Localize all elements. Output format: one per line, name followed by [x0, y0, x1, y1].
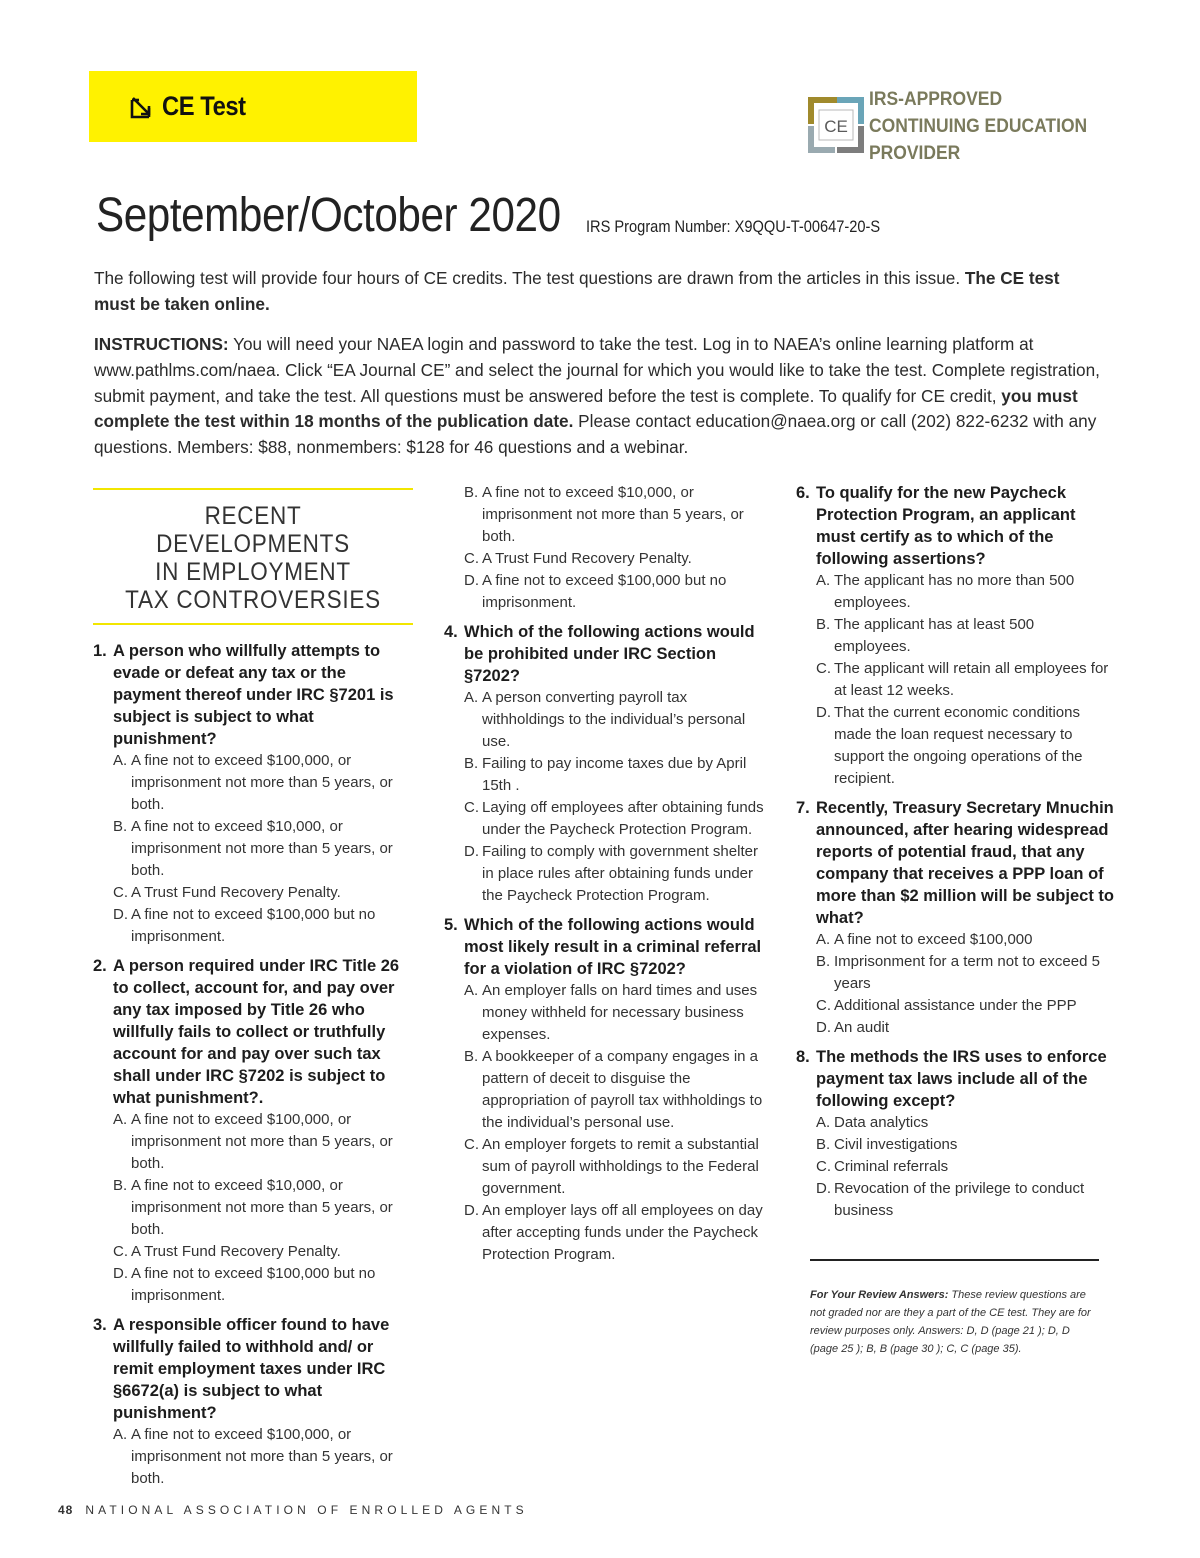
option-text: Failing to pay income taxes due by April 15th . [482, 755, 747, 794]
answer-option [93, 816, 413, 882]
column-1 [93, 488, 413, 1497]
external-link-icon [129, 94, 155, 120]
option-text: A Trust Fund Recovery Penalty. [131, 1243, 341, 1260]
question-text: A responsible officer found to have willfully failed to withhold and/ or remit employment taxes under IRC §6672(a) is subject to what punishment? [113, 1316, 390, 1422]
option-text: An employer lays off all employees on day after accepting funds under the Paycheck Protection Program. [482, 1202, 763, 1263]
option-text: Failing to comply with government shelter in place rules after obtaining funds under the Paycheck Protection Program. [482, 843, 758, 904]
issue-title: September/October 2020 [96, 189, 561, 242]
answer-option [796, 995, 1114, 1017]
option-text: An audit [834, 1019, 890, 1036]
option-letter: B. [113, 818, 128, 835]
option-letter: C. [113, 1243, 128, 1260]
question-3-continued [444, 482, 766, 614]
option-letter: C. [464, 799, 479, 816]
answer-option [93, 1241, 413, 1263]
column-2 [444, 482, 766, 1273]
option-text: Laying off employees after obtaining funds under the Paycheck Protection Program. [482, 799, 764, 838]
option-text: A Trust Fund Recovery Penalty. [482, 550, 692, 567]
instructions-bold: you must complete the test within 18 months of the publication date. [94, 385, 1078, 432]
question-text: Which of the following actions would be prohibited under IRC Section §7202? [464, 623, 755, 685]
section-line: RECENT DEVELOPMENTS [156, 502, 350, 558]
answer-option [93, 1109, 413, 1175]
answer-option [796, 951, 1114, 995]
option-text: A fine not to exceed $100,000, or imprisonment not more than 5 years, or both. [131, 1111, 393, 1172]
option-letter: D. [464, 843, 479, 860]
option-letter: D. [816, 1180, 831, 1197]
divider [810, 1259, 1099, 1261]
option-letter: B. [816, 953, 831, 970]
option-text: Criminal referrals [834, 1158, 949, 1175]
question-1 [93, 640, 413, 948]
question-number: 7. [796, 799, 810, 817]
option-text: An employer forgets to remit a substantial sum of payroll withholdings to the Federal government. [482, 1136, 759, 1197]
answer-option [444, 687, 766, 753]
option-letter: C. [816, 997, 831, 1014]
page-number: 48 [58, 1503, 74, 1517]
question-2 [93, 955, 413, 1307]
question-number: 3. [93, 1316, 107, 1334]
section-line: TAX CONTROVERSIES [125, 586, 381, 614]
answer-option [444, 482, 766, 548]
question-text: A person required under IRC Title 26 to collect, account for, and pay over any tax imposed by Title 26 who willfully fails to collect or truthfully account for and pay over such tax shall under IRC §7202 is subject to what punishment?. [113, 957, 400, 1107]
option-letter: B. [464, 484, 479, 501]
option-letter: D. [113, 1265, 128, 1282]
option-letter: C. [816, 660, 831, 677]
option-letter: B. [816, 616, 831, 633]
answer-option [796, 658, 1114, 702]
option-text: A fine not to exceed $10,000, or imprisonment not more than 5 years, or both. [131, 818, 393, 879]
option-text: The applicant will retain all employees for at least 12 weeks. [834, 660, 1109, 699]
answer-option [796, 702, 1114, 790]
option-text: An employer falls on hard times and uses money withheld for necessary business expenses. [482, 982, 758, 1043]
option-text: A fine not to exceed $100,000 but no imprisonment. [482, 572, 727, 611]
option-letter: C. [464, 550, 479, 567]
badge-line: PROVIDER [869, 143, 961, 164]
answer-option [444, 1200, 766, 1266]
answer-option [444, 797, 766, 841]
answer-option [796, 1134, 1114, 1156]
option-letter: A. [816, 931, 831, 948]
badge-line: CONTINUING EDUCATION [869, 116, 1088, 137]
option-letter: D. [816, 704, 831, 721]
option-letter: D. [464, 1202, 479, 1219]
option-letter: D. [113, 906, 128, 923]
option-letter: D. [816, 1019, 831, 1036]
option-letter: A. [464, 689, 479, 706]
option-letter: B. [464, 1048, 479, 1065]
answer-option [796, 1112, 1114, 1134]
option-text: A bookkeeper of a company engages in a pattern of deceit to disguise the appropriation of payroll tax withholdings to the individual’s personal use. [482, 1048, 763, 1131]
option-letter: A. [113, 1426, 128, 1443]
question-text: The methods the IRS uses to enforce payment tax laws include all of the following except? [816, 1048, 1107, 1110]
ce-test-label: CE Test [162, 91, 246, 121]
question-text: A person who willfully attempts to evade or defeat any tax or the payment thereof under IRC §7201 is subject is subject to what punishment? [113, 642, 394, 748]
option-letter: A. [816, 1114, 831, 1131]
answer-option [796, 929, 1114, 951]
review-label: For Your Review Answers: [810, 1289, 949, 1301]
ce-test-tab [89, 71, 417, 142]
option-text: A person converting payroll tax withholdings to the individual’s personal use. [482, 689, 746, 750]
badge-text [869, 86, 1087, 167]
question-text: Which of the following actions would most likely result in a criminal referral for a violation of IRC §7202? [464, 916, 762, 978]
badge-line: IRS-APPROVED [869, 89, 1003, 110]
answer-option [444, 570, 766, 614]
option-letter: C. [113, 884, 128, 901]
option-text: Data analytics [834, 1114, 929, 1131]
answer-option [796, 1156, 1114, 1178]
instructions-text: Please contact education@naea.org or call (202) 822-6232 with any questions. Members: $88, nonmembers: $128 for 46 questions and a webinar. [94, 411, 1097, 458]
option-letter: D. [464, 572, 479, 589]
irs-approved-badge [807, 86, 1107, 166]
option-letter: C. [816, 1158, 831, 1175]
publication-name: NATIONAL ASSOCIATION OF ENROLLED AGENTS [85, 1503, 528, 1517]
question-number: 5. [444, 916, 458, 934]
answer-option [444, 548, 766, 570]
option-text: A fine not to exceed $100,000, or imprisonment not more than 5 years, or both. [131, 1426, 393, 1487]
answer-option [444, 1134, 766, 1200]
answer-option [93, 1424, 413, 1490]
question-number: 6. [796, 484, 810, 502]
answer-option [93, 904, 413, 948]
option-letter: A. [464, 982, 479, 999]
review-answers-note [810, 1286, 1100, 1358]
intro-text: The following test will provide four hours of CE credits. The test questions are drawn from the articles in this issue. [94, 268, 965, 288]
program-number: IRS Program Number: X9QQU-T-00647-20-S [586, 217, 881, 236]
option-text: That the current economic conditions made the loan request necessary to support the ongoing operations of the recipient. [834, 704, 1083, 787]
answer-option [93, 1263, 413, 1307]
question-number: 2. [93, 957, 107, 975]
answer-option [93, 750, 413, 816]
answer-option [444, 841, 766, 907]
option-text: A fine not to exceed $10,000, or imprisonment not more than 5 years, or both. [482, 484, 744, 545]
question-4 [444, 621, 766, 907]
answer-option [444, 980, 766, 1046]
option-letter: B. [464, 755, 479, 772]
option-text: A Trust Fund Recovery Penalty. [131, 884, 341, 901]
answer-option [796, 570, 1114, 614]
option-letter: B. [816, 1136, 831, 1153]
section-heading [93, 488, 413, 625]
option-text: Imprisonment for a term not to exceed 5 years [834, 953, 1100, 992]
question-number: 4. [444, 623, 458, 641]
question-7 [796, 797, 1114, 1039]
intro-paragraph [94, 266, 1104, 318]
option-text: A fine not to exceed $100,000 but no imprisonment. [131, 1265, 376, 1304]
question-text: Recently, Treasury Secretary Mnuchin announced, after hearing widespread reports of potential fraud, that any company that receives a PPP loan of more than $2 million will be subject to what? [816, 799, 1114, 927]
answer-option [444, 1046, 766, 1134]
option-text: A fine not to exceed $100,000 [834, 931, 1033, 948]
option-text: The applicant has at least 500 employees. [834, 616, 1035, 655]
answer-option [796, 1017, 1114, 1039]
page-footer [58, 1503, 528, 1517]
option-letter: C. [464, 1136, 479, 1153]
option-letter: A. [816, 572, 831, 589]
option-text: The applicant has no more than 500 employees. [834, 572, 1075, 611]
option-letter: B. [113, 1177, 128, 1194]
question-text: To qualify for the new Paycheck Protection Program, an applicant must certify as to which of the following assertions? [816, 484, 1076, 568]
instructions-text: You will need your NAEA login and password to take the test. Log in to NAEA’s online learning platform at www.pathlms.com/naea. Click “EA Journal CE” and select the journal for which you would like to take the test. Complete registration, submit payment, and take the test. All questions must be answered before the test is complete. To qualify for CE credit, [94, 334, 1100, 406]
review-text: These review questions are not graded nor are they a part of the CE test. They are for review purposes only. Answers: D, D (page 21 ); D, D (page 25 ); B, B (page 30 ); C, C (page 35). [810, 1289, 1091, 1355]
option-text: A fine not to exceed $10,000, or imprisonment not more than 5 years, or both. [131, 1177, 393, 1238]
answer-option [796, 1178, 1114, 1222]
option-text: Revocation of the privilege to conduct business [834, 1180, 1085, 1219]
section-line: IN EMPLOYMENT [155, 558, 351, 586]
svg-text:CE: CE [824, 117, 848, 136]
question-6 [796, 482, 1114, 790]
question-3 [93, 1314, 413, 1490]
answer-option [444, 753, 766, 797]
question-number: 1. [93, 642, 107, 660]
option-text: A fine not to exceed $100,000, or imprisonment not more than 5 years, or both. [131, 752, 393, 813]
answer-option [93, 1175, 413, 1241]
question-5 [444, 914, 766, 1266]
answer-option [796, 614, 1114, 658]
intro-bold: The CE test must be taken online. [94, 268, 1060, 314]
column-3 [796, 482, 1114, 1229]
answer-option [93, 882, 413, 904]
question-8 [796, 1046, 1114, 1222]
option-letter: A. [113, 1111, 128, 1128]
option-text: Civil investigations [834, 1136, 958, 1153]
question-number: 8. [796, 1048, 810, 1066]
instructions-paragraph [94, 332, 1104, 461]
option-text: Additional assistance under the PPP [834, 997, 1077, 1014]
option-letter: A. [113, 752, 128, 769]
option-text: A fine not to exceed $100,000 but no imprisonment. [131, 906, 376, 945]
ce-logo-icon [807, 96, 865, 154]
instructions-label: INSTRUCTIONS: [94, 334, 229, 354]
